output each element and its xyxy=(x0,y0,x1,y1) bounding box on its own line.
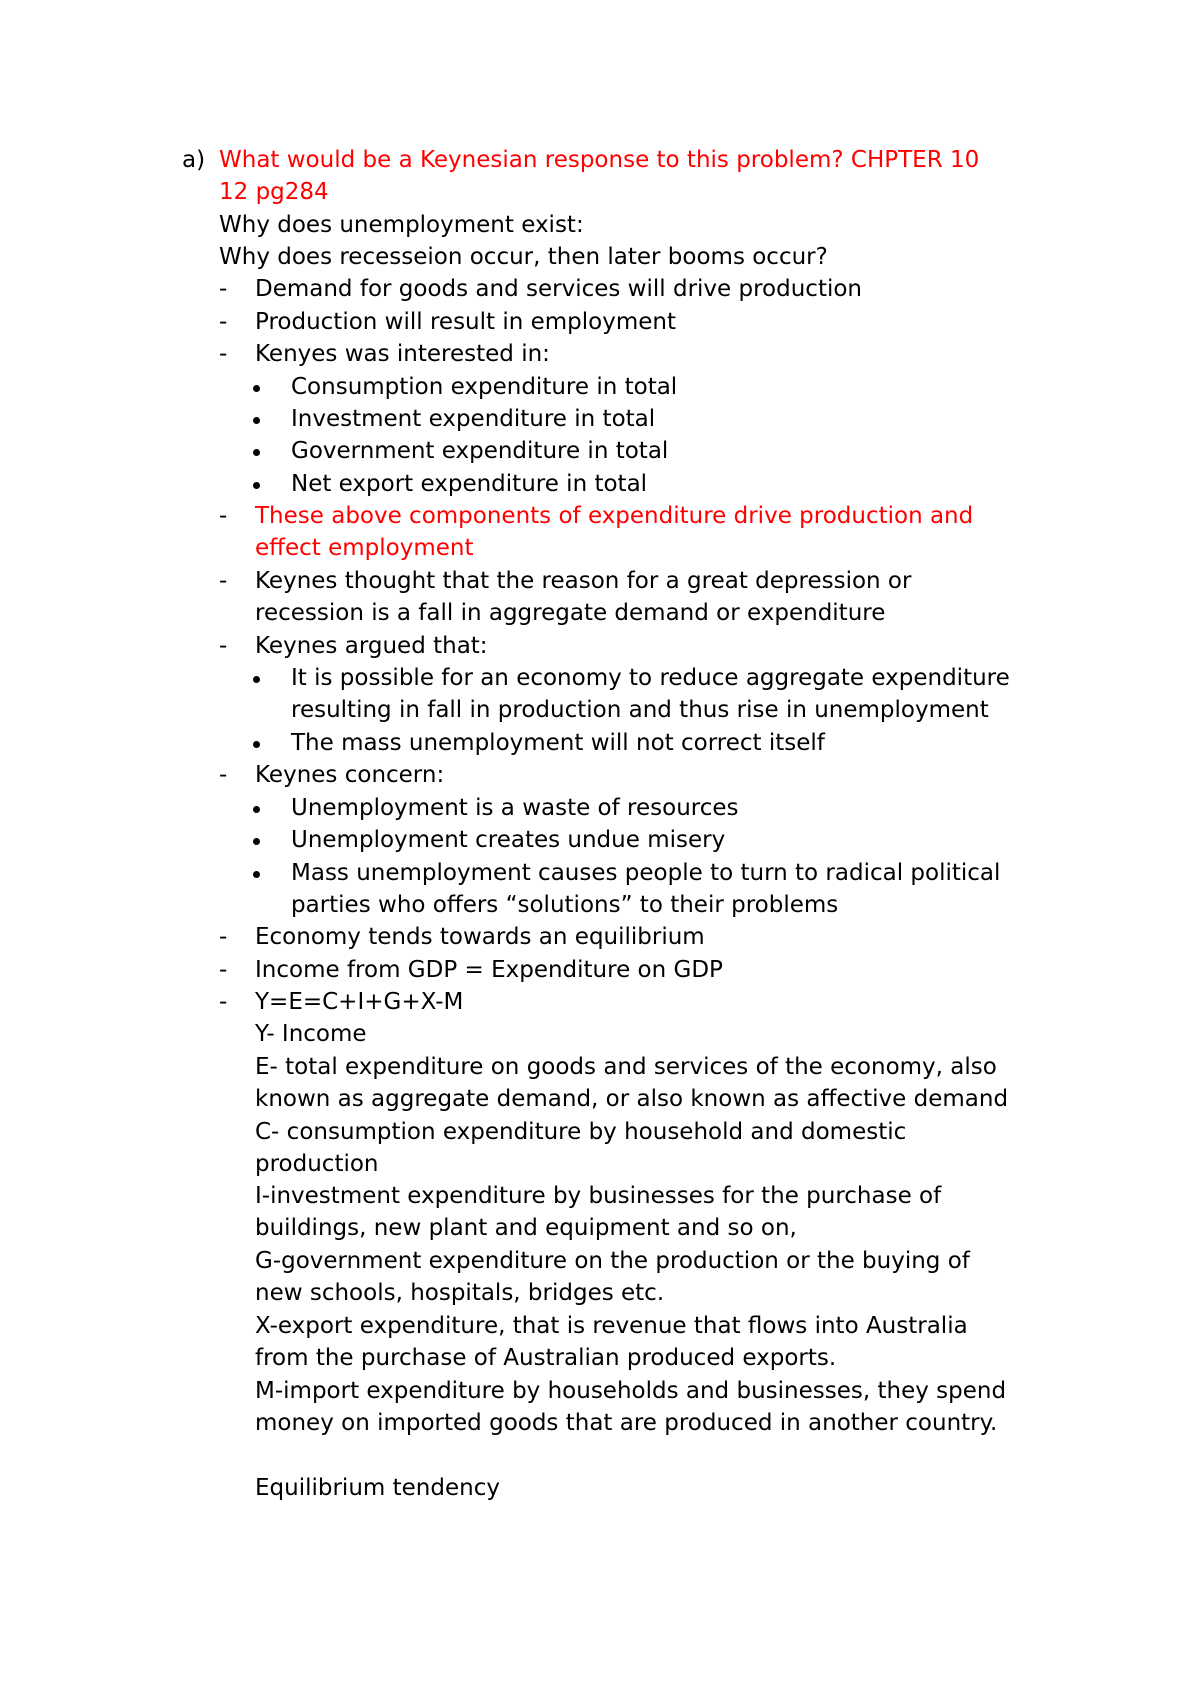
dash-marker: - xyxy=(219,762,228,788)
definition-line: new schools, hospitals, bridges etc. xyxy=(255,1280,665,1306)
list-item-cont: recession is a fall in aggregate demand or expenditure xyxy=(255,600,886,626)
sub-list-item: Consumption expenditure in total xyxy=(291,374,678,400)
bullet-dot-icon xyxy=(253,482,260,489)
intro-line: Why does recesseion occur, then later booms occur? xyxy=(219,244,828,270)
bullet-dot-icon xyxy=(253,676,260,683)
sub-list-item: Unemployment creates undue misery xyxy=(291,827,726,853)
definition-line: G-government expenditure on the production or the buying of xyxy=(255,1248,970,1274)
dash-marker: - xyxy=(219,341,228,367)
list-item: Keynes argued that: xyxy=(255,633,488,659)
definition-line: Y- Income xyxy=(255,1021,367,1047)
bullet-dot-icon xyxy=(253,449,260,456)
definition-line: known as aggregate demand, or also known as affective demand xyxy=(255,1086,1009,1112)
list-item-highlight: These above components of expenditure drive production and xyxy=(255,503,974,529)
sub-list-item: The mass unemployment will not correct itself xyxy=(291,730,825,756)
dash-marker: - xyxy=(219,568,228,594)
list-item: Demand for goods and services will drive production xyxy=(255,276,862,302)
sub-list-item: Investment expenditure in total xyxy=(291,406,656,432)
bullet-dot-icon xyxy=(253,838,260,845)
definition-line: C- consumption expenditure by household and domestic xyxy=(255,1119,907,1145)
definition-line: buildings, new plant and equipment and so on, xyxy=(255,1215,797,1241)
definition-line: E- total expenditure on goods and services of the economy, also xyxy=(255,1054,997,1080)
sub-list-item: Government expenditure in total xyxy=(291,438,669,464)
equation: Y=E=C+I+G+X-M xyxy=(255,989,464,1015)
question-heading-cont: 12 pg284 xyxy=(219,179,329,205)
bullet-dot-icon xyxy=(253,417,260,424)
definition-line: M-import expenditure by households and businesses, they spend xyxy=(255,1378,1007,1404)
bullet-dot-icon xyxy=(253,741,260,748)
bullet-dot-icon xyxy=(253,385,260,392)
list-item: Keynes concern: xyxy=(255,762,445,788)
list-item: Production will result in employment xyxy=(255,309,677,335)
list-item-highlight-cont: effect employment xyxy=(255,535,474,561)
closing-line: Equilibrium tendency xyxy=(255,1475,500,1501)
sub-list-item-cont: resulting in fall in production and thus rise in unemployment xyxy=(291,697,989,723)
sub-list-item: Net export expenditure in total xyxy=(291,471,648,497)
definition-line: money on imported goods that are produced in another country. xyxy=(255,1410,998,1436)
question-marker: a) xyxy=(182,147,206,173)
list-item: Keynes thought that the reason for a great depression or xyxy=(255,568,912,594)
sub-list-item-cont: parties who offers “solutions” to their problems xyxy=(291,892,839,918)
definition-line: from the purchase of Australian produced exports. xyxy=(255,1345,837,1371)
definition-line: I-investment expenditure by businesses for the purchase of xyxy=(255,1183,942,1209)
list-item: Economy tends towards an equilibrium xyxy=(255,924,705,950)
dash-marker: - xyxy=(219,309,228,335)
list-item: Income from GDP = Expenditure on GDP xyxy=(255,957,723,983)
sub-list-item: It is possible for an economy to reduce aggregate expenditure xyxy=(291,665,1010,691)
dash-marker: - xyxy=(219,989,228,1015)
question-heading: What would be a Keynesian response to this problem? CHPTER 10 xyxy=(219,147,980,173)
sub-list-item: Unemployment is a waste of resources xyxy=(291,795,739,821)
list-item: Kenyes was interested in: xyxy=(255,341,550,367)
definition-line: X-export expenditure, that is revenue that flows into Australia xyxy=(255,1313,968,1339)
dash-marker: - xyxy=(219,957,228,983)
sub-list-item: Mass unemployment causes people to turn to radical political xyxy=(291,860,1001,886)
bullet-dot-icon xyxy=(253,806,260,813)
dash-marker: - xyxy=(219,276,228,302)
dash-marker: - xyxy=(219,924,228,950)
definition-line: production xyxy=(255,1151,379,1177)
dash-marker: - xyxy=(219,633,228,659)
intro-line: Why does unemployment exist: xyxy=(219,212,584,238)
dash-marker: - xyxy=(219,503,228,529)
bullet-dot-icon xyxy=(253,871,260,878)
